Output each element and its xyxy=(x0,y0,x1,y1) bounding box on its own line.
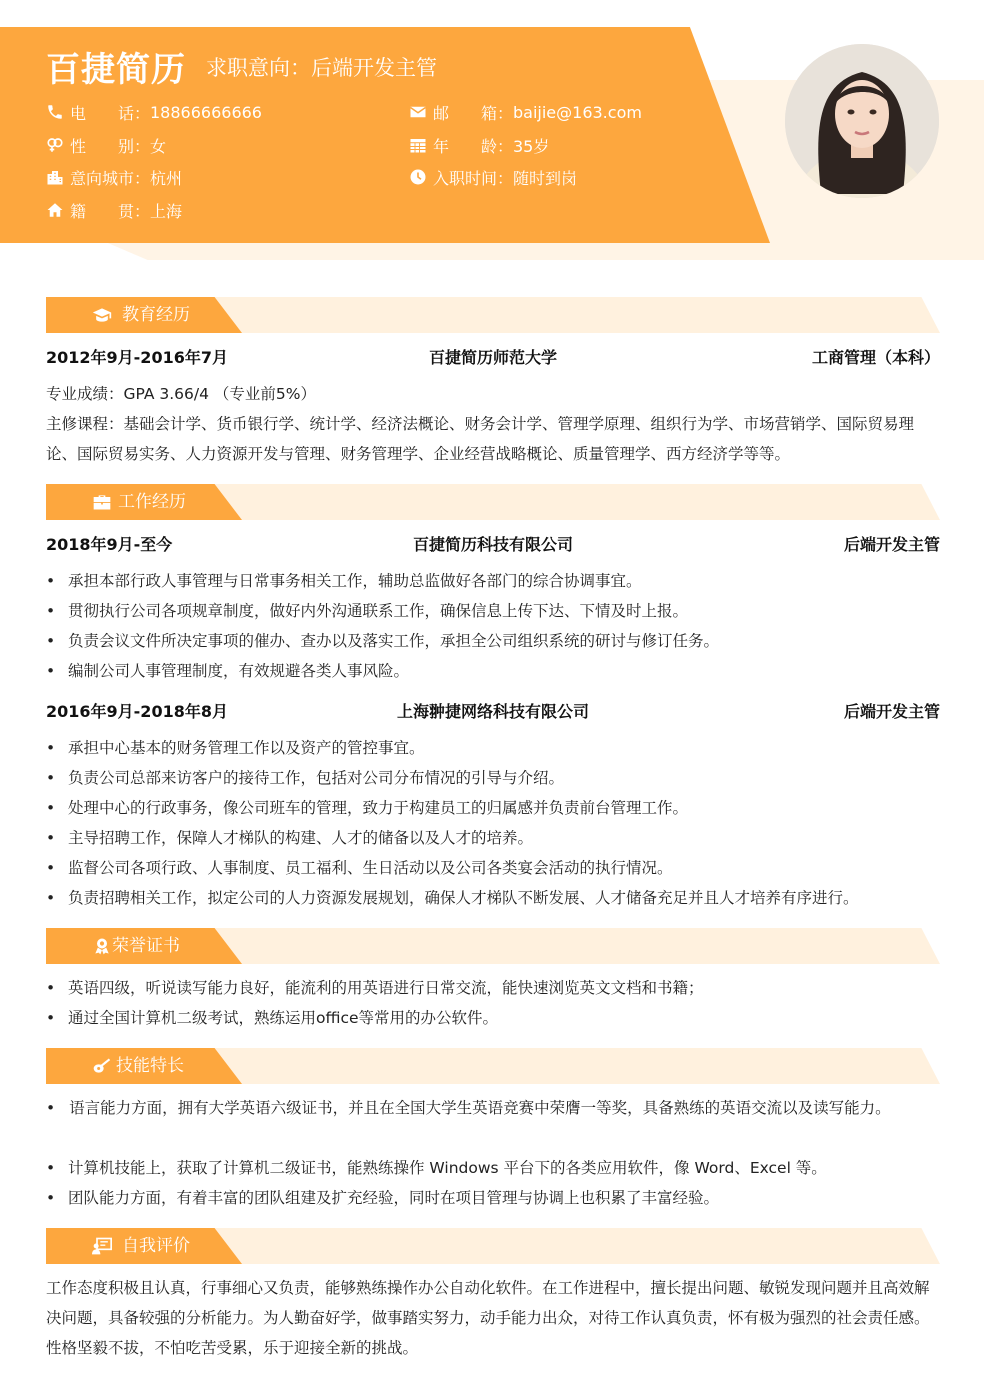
briefcase-icon xyxy=(92,493,112,511)
list-item: • 负责会议文件所决定事项的催办、查办以及落实工作，承担全公司组织系统的研讨与修订任务。 xyxy=(46,626,940,656)
candidate-name: 百捷简历 xyxy=(46,50,186,90)
info-label: 籍 贯： xyxy=(70,201,151,221)
info-age xyxy=(409,133,549,157)
section-title: 荣誉证书 xyxy=(112,936,180,956)
info-value: baijie@163.com xyxy=(513,102,642,122)
list-item: • 处理中心的行政事务，像公司班车的管理，致力于构建员工的归属感并负责前台管理工作。 xyxy=(46,793,940,823)
info-phone xyxy=(46,100,262,124)
education-school: 百捷简历师范大学 xyxy=(428,348,557,367)
info-label: 年 龄： xyxy=(433,136,514,156)
work-period: 2016年9月-2018年8月 xyxy=(46,702,228,721)
section-header-work xyxy=(46,484,940,520)
info-label: 邮 箱： xyxy=(433,103,514,123)
self-evaluation-text: 工作态度积极且认真，行事细心又负责，能够熟练操作办公自动化软件。在工作进程中，擅长提出问题、敏锐发现问题并且高效解决问题，具备较强的分析能力。为人勤奋好学，做事踏实努力，动手能力出众，对待工作认真负责，怀有极为强烈的社会责任感。性格坚毅不拔，不怕吃苦受累，乐于迎接全新的挑战。 xyxy=(46,1279,930,1357)
work-period: 2018年9月-至今 xyxy=(46,535,173,554)
calendar-icon xyxy=(409,136,427,154)
info-value: 随时到岗 xyxy=(513,168,578,188)
city-icon xyxy=(46,168,64,186)
work-company: 百捷简历科技有限公司 xyxy=(412,535,573,554)
graduation-cap-icon xyxy=(92,306,112,324)
section-title: 工作经历 xyxy=(118,492,186,512)
presentation-icon xyxy=(92,1237,112,1255)
info-city xyxy=(46,165,182,189)
work-role: 后端开发主管 xyxy=(843,702,940,721)
section-header-education xyxy=(46,297,940,333)
work-row xyxy=(46,700,940,724)
list-item: • 负责招聘相关工作，拟定公司的人力资源发展规划，确保人才梯队不断发展、人才储备充足并且人才培养有序进行。 xyxy=(46,883,940,913)
info-hometown xyxy=(46,198,182,222)
list-item: • 语言能力方面，拥有大学英语六级证书，并且在全国大学生英语竞赛中荣膺一等奖，具备熟练的英语交流以及读写能力。 xyxy=(46,1093,940,1123)
section-header-self xyxy=(46,1228,940,1264)
info-value: 35岁 xyxy=(513,136,550,156)
education-period: 2012年9月-2016年7月 xyxy=(46,348,228,367)
list-item: • 承担本部行政人事管理与日常事务相关工作，辅助总监做好各部门的综合协调事宜。 xyxy=(46,566,940,596)
info-value: 上海 xyxy=(150,201,183,221)
work-company: 上海翀捷网络科技有限公司 xyxy=(396,702,589,721)
section-title: 教育经历 xyxy=(122,305,190,325)
info-label: 电 话： xyxy=(70,103,151,123)
section-title: 自我评价 xyxy=(122,1236,190,1256)
education-major: 工商管理（本科） xyxy=(811,348,940,367)
work-row xyxy=(46,533,940,557)
profile-photo xyxy=(785,44,939,198)
section-title: 技能特长 xyxy=(116,1056,184,1076)
clock-icon xyxy=(409,168,427,186)
list-item: • 承担中心基本的财务管理工作以及资产的管控事宜。 xyxy=(46,733,940,763)
info-value: 杭州 xyxy=(150,168,183,188)
education-score: 专业成绩：GPA 3.66/4 （专业前5%） xyxy=(46,385,317,403)
info-value: 18866666666 xyxy=(150,102,262,122)
home-icon xyxy=(46,201,64,219)
list-item: • 计算机技能上，获取了计算机二级证书，能熟练操作 Windows 平台下的各类应用软件，像 Word、Excel 等。 xyxy=(46,1153,940,1183)
info-label: 性 别： xyxy=(70,136,151,156)
list-item: • 通过全国计算机二级考试，熟练运用office等常用的办公软件。 xyxy=(46,1003,940,1033)
info-label: 入职时间： xyxy=(433,168,514,188)
section-header-skills xyxy=(46,1048,940,1084)
list-item: • 监督公司各项行政、人事制度、员工福利、生日活动以及公司各类宴会活动的执行情况。 xyxy=(46,853,940,883)
info-start xyxy=(409,165,577,189)
phone-icon xyxy=(46,103,64,121)
list-item: • 贯彻执行公司各项规章制度，做好内外沟通联系工作，确保信息上传下达、下情及时上报。 xyxy=(46,596,940,626)
education-row xyxy=(46,346,940,370)
info-label: 意向城市： xyxy=(70,168,151,188)
list-item: • 编制公司人事管理制度，有效规避各类人事风险。 xyxy=(46,656,940,686)
list-item: • 负责公司总部来访客户的接待工作，包括对公司分布情况的引导与介绍。 xyxy=(46,763,940,793)
list-item: • 主导招聘工作，保障人才梯队的构建、人才的储备以及人才的培养。 xyxy=(46,823,940,853)
info-value: 女 xyxy=(150,136,167,156)
mail-icon xyxy=(409,103,427,121)
work-role: 后端开发主管 xyxy=(843,535,940,554)
gender-icon xyxy=(46,136,64,154)
education-courses: 主修课程：基础会计学、货币银行学、统计学、经济法概论、财务会计学、管理学原理、组织行为学、市场营销学、国际贸易理论、国际贸易实务、人力资源开发与管理、财务管理学、企业经营战略概论、质量管理学、西方经济学等等。 xyxy=(46,415,915,463)
info-gender xyxy=(46,133,166,157)
info-email xyxy=(409,100,642,124)
list-item: • 团队能力方面，有着丰富的团队组建及扩充经验，同时在项目管理与协调上也积累了丰富经验。 xyxy=(46,1183,940,1213)
guitar-icon xyxy=(92,1057,112,1075)
list-item: • 英语四级，听说读写能力良好，能流利的用英语进行日常交流，能快速浏览英文文档和书籍； xyxy=(46,973,940,1003)
job-intent: 求职意向：后端开发主管 xyxy=(206,56,437,80)
award-icon xyxy=(92,937,112,955)
section-header-honors xyxy=(46,928,940,964)
